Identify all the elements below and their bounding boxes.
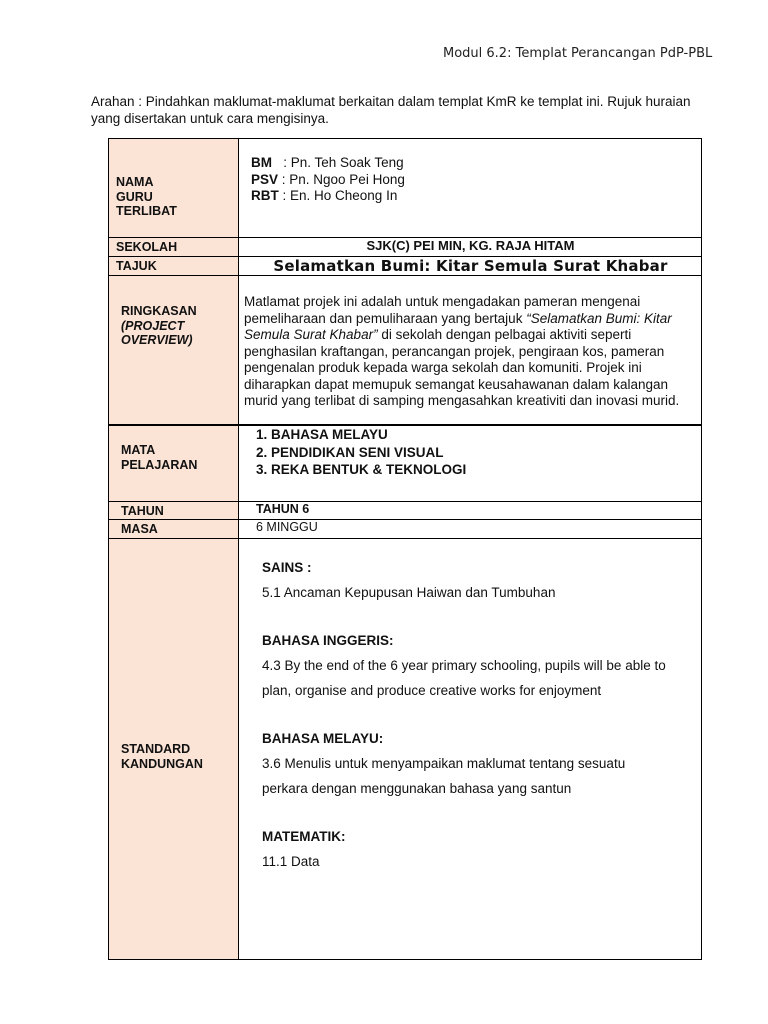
row-divider bbox=[108, 538, 702, 539]
row-divider bbox=[108, 275, 702, 276]
label-tajuk: TAJUK bbox=[116, 259, 157, 273]
sekolah-value: SJK(C) PEI MIN, KG. RAJA HITAM bbox=[366, 238, 575, 253]
subject-heading: SAINS : bbox=[262, 560, 312, 575]
guru-item: PSV : Pn. Ngoo Pei Hong bbox=[251, 171, 405, 187]
label-mata-pelajaran: MATA PELAJARAN bbox=[121, 443, 198, 472]
label-sekolah: SEKOLAH bbox=[116, 240, 178, 254]
guru-item: RBT : En. Ho Cheong In bbox=[251, 188, 398, 203]
label-standard-kandungan: STANDARD KANDUNGAN bbox=[121, 742, 203, 771]
label-masa: MASA bbox=[121, 522, 158, 536]
list-item: 2. PENDIDIKAN SENI VISUAL bbox=[256, 444, 444, 460]
page-header: Modul 6.2: Templat Perancangan PdP-PBL bbox=[443, 46, 713, 61]
standard-line: 5.1 Ancaman Kepupusan Haiwan dan Tumbuhan bbox=[262, 585, 556, 600]
standard-line: 11.1 Data bbox=[262, 854, 320, 869]
subject-heading: MATEMATIK: bbox=[262, 829, 346, 844]
tahun-value: TAHUN 6 bbox=[256, 502, 310, 516]
list-item: 1. BAHASA MELAYU bbox=[256, 427, 388, 442]
standard-line: plan, organise and produce creative works for enjoyment bbox=[262, 683, 602, 698]
tajuk-value: Selamatkan Bumi: Kitar Semula Surat Khabar bbox=[273, 257, 668, 275]
masa-value: 6 MINGGU bbox=[256, 520, 318, 534]
instruction-text: Arahan : Pindahkan maklumat-maklumat berkaitan dalam templat KmR ke templat ini. Rujuk huraian yang disertakan untuk cara mengisinya. bbox=[91, 94, 691, 126]
subject-heading: BAHASA MELAYU: bbox=[262, 731, 384, 746]
guru-item: BM : Pn. Teh Soak Teng bbox=[251, 155, 404, 170]
label-ringkasan: RINGKASAN (PROJECT OVERVIEW) bbox=[121, 304, 197, 347]
label-tahun: TAHUN bbox=[121, 504, 164, 518]
guru-list bbox=[251, 155, 405, 205]
row-divider bbox=[108, 501, 702, 502]
ringkasan-text: Matlamat projek ini adalah untuk mengadakan pameran mengenai pemeliharaan dan pemuliharaan yang bertajuk “Selamatkan Bumi: Kitar Semula Surat Khabar” di sekolah dengan pelbagai aktiviti seperti penghasilan kraftangan, perancangan projek, pengiraan kos, pameran pengenalan produk kepada warga sekolah dan komuniti. Projek ini diharapkan dapat memupuk semangat keusahawanan dalam kalangan murid yang terlibat di samping mengasahkan kreativiti dan inovasi murid. bbox=[244, 294, 680, 408]
list-item: 3. REKA BENTUK & TEKNOLOGI bbox=[256, 462, 467, 477]
standard-line: 4.3 By the end of the 6 year primary schooling, pupils will be able to bbox=[262, 658, 666, 673]
subject-heading: BAHASA INGGERIS: bbox=[262, 633, 394, 648]
standard-line: perkara dengan menggunakan bahasa yang santun bbox=[262, 781, 572, 796]
row-divider bbox=[108, 519, 702, 520]
standard-kandungan-content bbox=[262, 555, 692, 874]
label-nama-guru: NAMA GURU TERLIBAT bbox=[116, 175, 177, 218]
standard-line: 3.6 Menulis untuk menyampaikan maklumat tentang sesuatu bbox=[262, 756, 626, 771]
mata-pelajaran-list bbox=[256, 426, 466, 479]
